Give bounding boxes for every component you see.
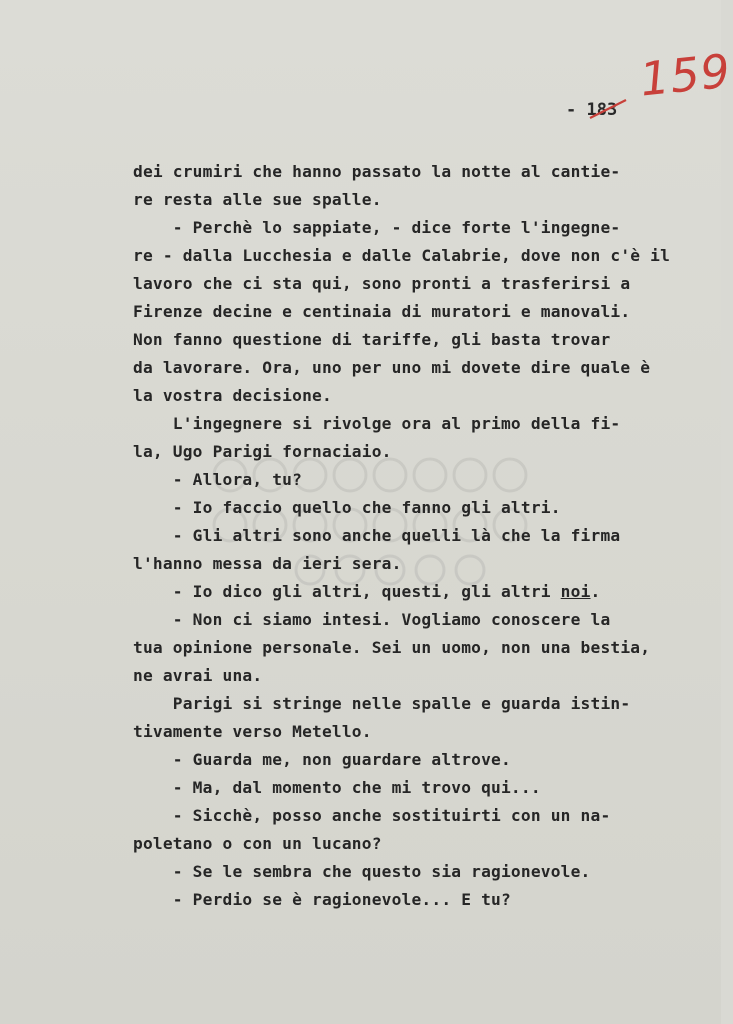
text-line: - Non ci siamo intesi. Vogliamo conoscere la: [133, 610, 611, 629]
text-line: - Perchè lo sappiate, - dice forte l'ingegne-: [133, 218, 621, 237]
text-line: Firenze decine e centinaia di muratori e manovali.: [133, 302, 631, 321]
underlined-suffix: .: [590, 582, 601, 601]
page-number: - 183: [566, 100, 618, 120]
text-line: - Se le sembra che questo sia ragionevole.: [133, 862, 591, 881]
text-line: - Guarda me, non guardare altrove.: [133, 750, 511, 769]
text-line: Non fanno questione di tariffe, gli basta trovar: [133, 330, 611, 349]
text-line: - Perdio se è ragionevole... E tu?: [133, 890, 511, 909]
underlined-word: noi: [560, 582, 591, 601]
text-line: re resta alle sue spalle.: [133, 190, 382, 209]
text-line: - Gli altri sono anche quelli là che la firma: [133, 526, 621, 545]
text-line: - Ma, dal momento che mi trovo qui...: [133, 778, 541, 797]
text-line: tivamente verso Metello.: [133, 722, 372, 741]
text-line: tua opinione personale. Sei un uomo, non una bestia,: [133, 638, 651, 657]
text-line: L'ingegnere si rivolge ora al primo della fi-: [133, 414, 621, 433]
text-line: - Sicchè, posso anche sostituirti con un na-: [133, 806, 611, 825]
text-line: Parigi si stringe nelle spalle e guarda istin-: [133, 694, 631, 713]
text-line: da lavorare. Ora, uno per uno mi dovete dire quale è: [133, 358, 651, 377]
text-line: lavoro che ci sta qui, sono pronti a trasferirsi a: [133, 274, 631, 293]
text-line: la, Ugo Parigi fornaciaio.: [133, 442, 392, 461]
text-line: - Allora, tu?: [133, 470, 303, 489]
text-line: l'hanno messa da ieri sera.: [133, 554, 402, 573]
text-line: la vostra decisione.: [133, 386, 332, 405]
text-line: re - dalla Lucchesia e dalle Calabrie, dove non c'è il: [133, 246, 671, 265]
text-line: [133, 582, 600, 601]
text-line: dei crumiri che hanno passato la notte al cantie-: [133, 162, 621, 181]
text-line-main: - Io dico gli altri, questi, gli altri: [133, 582, 561, 601]
handwritten-folio-number: 159: [637, 43, 733, 107]
text-line: ne avrai una.: [133, 666, 263, 685]
text-line: poletano o con un lucano?: [133, 834, 382, 853]
text-line: - Io faccio quello che fanno gli altri.: [133, 498, 561, 517]
